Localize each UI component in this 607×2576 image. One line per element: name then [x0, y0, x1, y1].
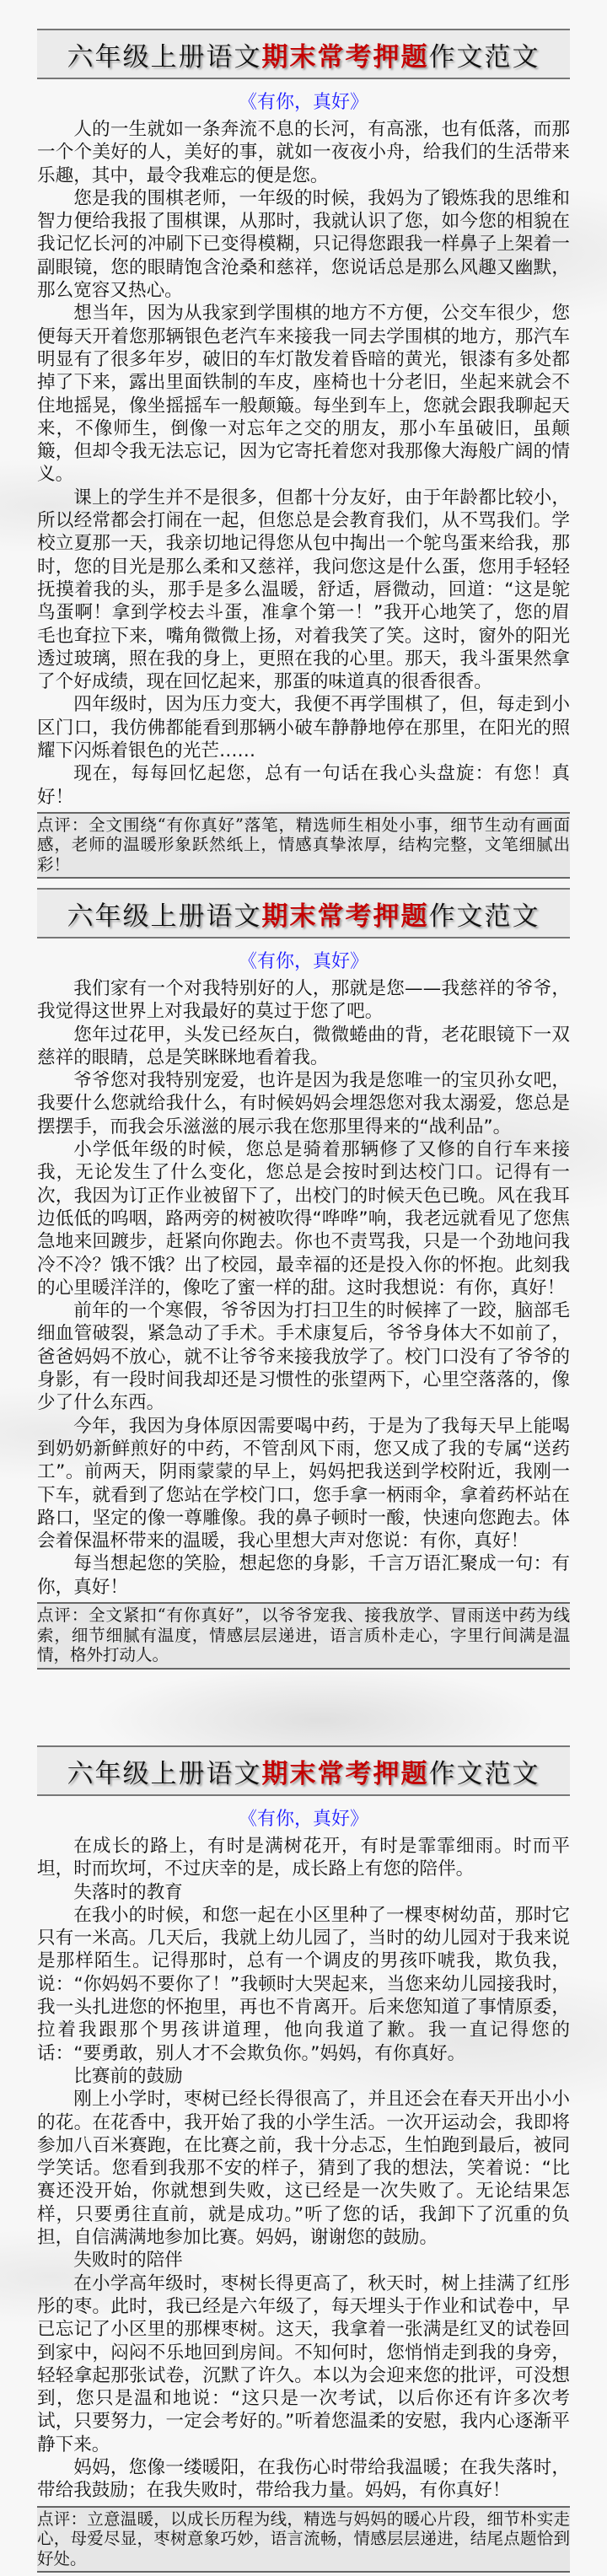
- title-text: 六年级上册语文: [67, 901, 262, 932]
- essay-paragraph: 刚上小学时，枣树已经长得很高了，并且还会在春天开出小小的花。在花香中，我开始了我的小学生活。一次开运动会，我即将参加八百米赛跑，在比赛之前，我十分忐忑，生怕跑到最后，被同学笑话。您看到我那不安的样子，猜到了我的想法，笑着说：“比赛还没开始，你就想到失败，这已经是一次失败了。无论结果怎样，只要勇往直前，就是成功。”听了您的话，我卸下了沉重的负担，自信满满地参加比赛。妈妈，谢谢您的鼓励。: [37, 2089, 570, 2249]
- essay-paragraph: 今年，我因为身体原因需要喝中药，于是为了我每天早上能喝到奶奶新鲜煎好的中药，不管刮风下雨，您又成了我的专属“送药工”。前两天，阴雨蒙蒙的早上，妈妈把我送到学校附近，我刚一下车，就看到了您站在学校门口，您手拿一柄雨伞，拿着药杯站在路口，坚定的像一尊雕像。我的鼻子顿时一酸，快速向您跑去。体会着保温杯带来的温暖，我心里想大声对您说：有你，真好！: [37, 1415, 570, 1552]
- essay-paragraph: 您年过花甲，头发已经灰白，微微蜷曲的背，老花眼镜下一双慈祥的眼睛，总是笑眯眯地看着我。: [37, 1024, 570, 1068]
- essay-title: 《有你，真好》: [238, 1809, 368, 1830]
- essay-paragraph: 失落时的教育: [73, 1881, 183, 1903]
- essay-paragraph: 爷爷您对我特别宠爱，也许是因为我是您唯一的宝贝孙女吧，我要什么您就给我什么，有时候妈妈会埋怨您对我太溺爱，您总是摆摆手，而我会乐滋滋的展示我在您那里得来的“战利品”。: [37, 1070, 570, 1137]
- essay-paragraph: 现在，每每回忆起您，总有一句话在我心头盘旋：有您！真好！: [37, 763, 570, 808]
- essay-paragraph: 您是我的围棋老师，一年级的时候，我妈为了锻炼我的思维和智力便给我报了围棋课，从那时，我就认识了您，如今您的相貌在我记忆长河的冲刷下已变得模糊，只记得您跟我一样鼻子上架着一副眼镜，您的眼睛饱含沧桑和慈祥，您说话总是那么风趣又幽默，那么宽容又热心。: [37, 187, 570, 302]
- essay-paragraph: 在小学高年级时，枣树长得更高了，秋天时，树上挂满了红彤彤的枣。此时，我已经是六年级了，每天埋头于作业和试卷中，早已忘记了小区里的那棵枣树。这天，我拿着一张满是红叉的试卷回到家中，闷闷不乐地回到房间。不知何时，您悄悄走到我的身旁，轻轻拿起那张试卷，沉默了许久。本以为会迎来您的批评，可没想到，您只是温和地说：“这只是一次考试，以后你还有许多次考试，只要努力，一定会考好的。”听着您温柔的安慰，我内心逐渐平静下来。: [37, 2272, 570, 2455]
- essay-section-1: [37, 29, 570, 879]
- title-text-end: 作文范文: [428, 41, 540, 73]
- essay-paragraph: 在我小的时候，和您一起在小区里种了一棵枣树幼苗，那时它只有一米高。几天后，我就上幼儿园了，当时的幼儿园对于我来说是那样陌生。记得那时，总有一个调皮的男孩吓唬我，欺负我，说：“你妈妈不要你了！”我顿时大哭起来，当您来幼儿园接我时，我一头扎进您的怀抱里，再也不肯离开。后来您知道了事情原委，拉着我跟那个男孩讲道理，他向我道了歉。我一直记得您的话：“要勇敢，别人才不会欺负你。”妈妈，有你真好。: [37, 1904, 570, 2064]
- essay-title: 《有你，真好》: [238, 951, 368, 972]
- essay-paragraph: 我们家有一个对我特别好的人，那就是您——我慈祥的爷爷，我觉得这世界上对我最好的莫过于您了吧。: [37, 978, 570, 1023]
- essay-body: [37, 1835, 570, 2503]
- title-text-end: 作文范文: [428, 1758, 540, 1789]
- review-comment: 点评：全文紧扣“有你真好”，以爷爷宠我、接我放学、冒雨送中药为线索，细节细腻有温度，情感层层递进，语言质朴走心，字里行间满是温情，格外打动人。: [37, 1602, 570, 1670]
- essay-section-3: [37, 1745, 570, 2573]
- essay-section-2: [37, 888, 570, 1670]
- title-text: 六年级上册语文: [67, 41, 262, 73]
- title-highlight: 期末常考押题: [261, 1758, 429, 1789]
- essay-paragraph: 小学低年级的时候，您总是骑着那辆修了又修的自行车来接我，无论发生了什么变化，您总是会按时到达校门口。记得有一次，我因为订正作业被留下了，出校门的时候天色已晚。风在我耳边低低的呜咽，路两旁的树被吹得“哗哗”响，我老远就看见了您焦急地来回踱步，赶紧向你跑去。你也不责骂我，只是一个劲地问我冷不冷？饿不饿？出了校园，最幸福的还是投入你的怀抱。此刻我的心里暖洋洋的，像吃了蜜一样的甜。这时我想说：有你，真好！: [37, 1139, 570, 1299]
- title-text-end: 作文范文: [428, 901, 540, 932]
- title-highlight: 期末常考押题: [261, 901, 429, 932]
- essay-paragraph: 想当年，因为从我家到学围棋的地方不方便，公交车很少，您便每天开着您那辆银色老汽车来接我一同去学围棋的地方，那汽车明显有了很多年岁，破旧的车灯散发着昏暗的黄光，银漆有多处都掉了下来，露出里面铁制的车皮，座椅也十分老旧，坐起来就会不住地摇晃，像坐摇摇车一般颠簸。每坐到车上，您就会跟我聊起天来，不像师生，倒像一对忘年之交的朋友，那小车虽破旧，虽颠簸，但却令我无法忘记，因为它寄托着您对我那像大海般广阔的情义。: [37, 303, 570, 486]
- section-title-banner: [37, 1745, 570, 1796]
- essay-body: [37, 977, 570, 1599]
- section-title-banner: [37, 29, 570, 79]
- essay-paragraph: 比赛前的鼓励: [73, 2065, 183, 2087]
- review-comment: 点评：立意温暖，以成长历程为线，精选与妈妈的暖心片段，细节朴实走心，母爱尽显，枣树意象巧妙，语言流畅，情感层层递进，结尾点题恰到好处。: [37, 2506, 570, 2573]
- essay-paragraph: 人的一生就如一条奔流不息的长河，有高涨，也有低落，而那一个个美好的人，美好的事，就如一夜夜小舟，给我们的生活带来乐趣，其中，最令我难忘的便是您。: [37, 119, 570, 186]
- essay-paragraph: 失败时的陪伴: [73, 2250, 183, 2272]
- essay-body: [37, 118, 570, 809]
- essay-paragraph: 课上的学生并不是很多，但都十分友好，由于年龄都比较小，所以经常都会打闹在一起，但您总是会教育我们，从不骂我们。学校立夏那一天，我亲切地记得您从包中掏出一个鸵鸟蛋来给我，那时，您的目光是那么柔和又慈祥，我问您这是什么蛋，您用手轻轻抚摸着我的头，那手是多么温暖，舒适，唇微动，回道：“这是鸵鸟蛋啊！拿到学校去斗蛋，准拿个第一！”我开心地笑了，您的眉毛也耷拉下来，嘴角微微上扬，对着我笑了笑。这时，窗外的阳光透过玻璃，照在我的身上，更照在我的心里。那天，我斗蛋果然拿了个好成绩，现在回忆起来，那蛋的味道真的很香很香。: [37, 487, 570, 693]
- essay-paragraph: 四年级时，因为压力变大，我便不再学围棋了，但，每走到小区门口，我仿佛都能看到那辆小破车静静地停在那里，在阳光的照耀下闪烁着银色的光芒……: [37, 694, 570, 762]
- essay-paragraph: 在成长的路上，有时是满树花开，有时是霏霏细雨。时而平坦，时而坎坷，不过庆幸的是，成长路上有您的陪伴。: [37, 1836, 570, 1880]
- title-highlight: 期末常考押题: [261, 41, 429, 73]
- review-comment: 点评：全文围绕“有你真好”落笔，精选师生相处小事，细节生动有画面感，老师的温暖形象跃然纸上，情感真挚浓厚，结构完整，文笔细腻出彩！: [37, 812, 570, 879]
- essay-paragraph: 妈妈，您像一缕暖阳，在我伤心时带给我温暖；在我失落时，带给我鼓励；在我失败时，带给我力量。妈妈，有你真好！: [37, 2457, 570, 2502]
- essay-title: 《有你，真好》: [238, 92, 368, 113]
- section-title-banner: [37, 888, 570, 938]
- essay-paragraph: 前年的一个寒假，爷爷因为打扫卫生的时候摔了一跤，脑部毛细血管破裂，紧急动了手术。手术康复后，爷爷身体大不如前了，爸爸妈妈不放心，就不让爷爷来接我放学了。校门口没有了爷爷的身影，有一段时间我却还是习惯性的张望两下，心里空落落的，像少了什么东西。: [37, 1300, 570, 1414]
- title-text: 六年级上册语文: [67, 1758, 262, 1789]
- essay-paragraph: 每当想起您的笑脸，想起您的身影，千言万语汇聚成一句：有你，真好！: [37, 1553, 570, 1598]
